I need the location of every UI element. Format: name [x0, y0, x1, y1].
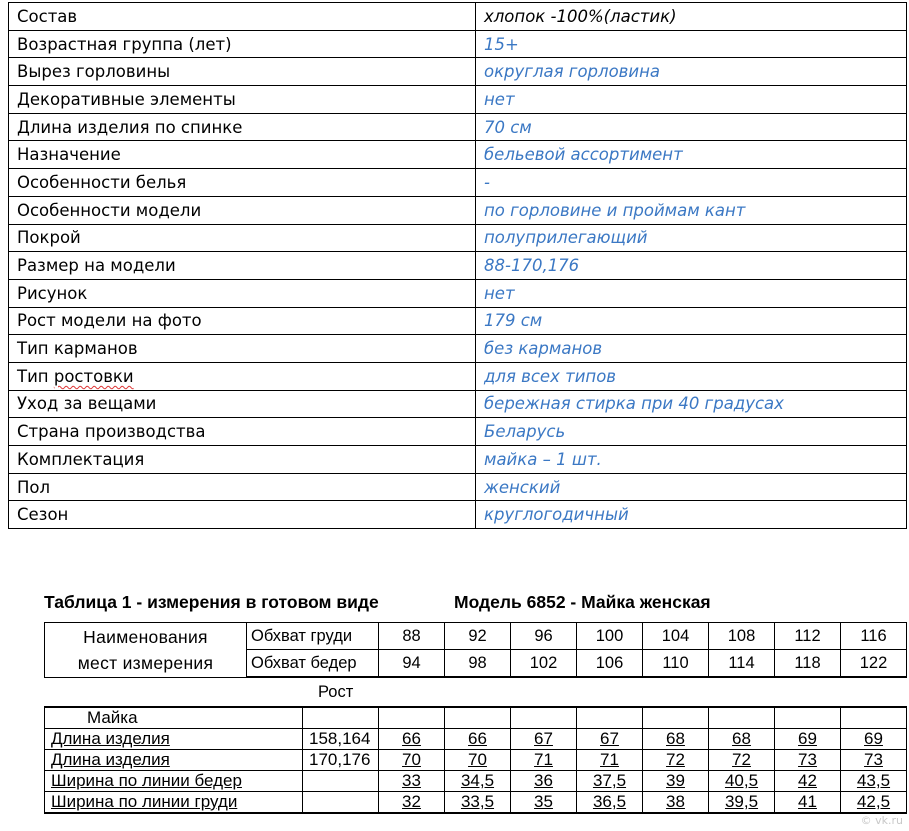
measurements-title: Таблица 1 - измерения в готовом виде: [44, 592, 379, 612]
measurement-value: 68: [709, 729, 775, 750]
property-key: Декоративные элементы: [9, 86, 476, 114]
property-key: Возрастная группа (лет): [9, 30, 476, 58]
property-value: полуприлегающий: [476, 224, 907, 252]
measurement-height: [303, 771, 379, 792]
measurement-name: Длина изделия: [45, 750, 303, 771]
measurement-value: 41: [775, 792, 841, 814]
row-header-line2: мест измерения: [77, 652, 214, 673]
property-key: Тип карманов: [9, 335, 476, 363]
property-key: Уход за вещами: [9, 390, 476, 418]
measurement-value: 33,5: [445, 792, 511, 814]
measurement-value: 42: [775, 771, 841, 792]
property-key: Страна производства: [9, 418, 476, 446]
property-value: женский: [476, 473, 907, 501]
measurement-height: 170,176: [303, 750, 379, 771]
model-title: Модель 6852 - Майка женская: [454, 592, 711, 612]
row-header-line1: Наименования: [83, 626, 208, 647]
property-key: Назначение: [9, 141, 476, 169]
measurement-value: 69: [775, 729, 841, 750]
measurement-value: 42,5: [841, 792, 907, 814]
property-value: бельевой ассортимент: [476, 141, 907, 169]
measurement-value: 67: [511, 729, 577, 750]
measurement-value: 34,5: [445, 771, 511, 792]
measurement-height: 158,164: [303, 729, 379, 750]
property-key: Особенности белья: [9, 169, 476, 197]
measurement-value: 72: [709, 750, 775, 771]
hips-size: 114: [709, 650, 775, 678]
product-properties-table: [8, 2, 907, 529]
chest-label: Обхват груди: [247, 623, 379, 650]
property-value: 88-170,176: [476, 252, 907, 280]
property-row: [9, 501, 907, 529]
property-value: майка – 1 шт.: [476, 446, 907, 474]
property-key: Длина изделия по спинке: [9, 113, 476, 141]
property-row: [9, 224, 907, 252]
chest-row: [45, 623, 907, 650]
property-value: для всех типов: [476, 362, 907, 390]
property-row: [9, 30, 907, 58]
chest-size: 112: [775, 623, 841, 650]
property-row: [9, 279, 907, 307]
property-row: [9, 169, 907, 197]
property-value: Беларусь: [476, 418, 907, 446]
height-label: Рост: [318, 683, 354, 701]
measurement-height: [303, 792, 379, 814]
hips-size: 118: [775, 650, 841, 678]
property-value: по горловине и проймам кант: [476, 196, 907, 224]
property-row: [9, 141, 907, 169]
property-row: [9, 335, 907, 363]
hips-size: 106: [577, 650, 643, 678]
measurement-value: 36,5: [577, 792, 643, 814]
hips-label: Обхват бедер: [247, 650, 379, 678]
measurement-value: 36: [511, 771, 577, 792]
hips-size: 98: [445, 650, 511, 678]
measurement-value: 32: [379, 792, 445, 814]
property-row: [9, 418, 907, 446]
size-header-table: [44, 622, 907, 678]
measurement-value: 73: [841, 750, 907, 771]
property-row: [9, 390, 907, 418]
measurement-value: 69: [841, 729, 907, 750]
property-key: Рисунок: [9, 279, 476, 307]
property-row: [9, 196, 907, 224]
garment-row: [45, 707, 907, 729]
property-row: [9, 446, 907, 474]
property-value: 179 см: [476, 307, 907, 335]
measurement-value: 66: [445, 729, 511, 750]
property-value: нет: [476, 86, 907, 114]
measurement-value: 39: [643, 771, 709, 792]
property-key: Покрой: [9, 224, 476, 252]
property-key: Комплектация: [9, 446, 476, 474]
property-value: нет: [476, 279, 907, 307]
property-value: 15+: [476, 30, 907, 58]
chest-size: 92: [445, 623, 511, 650]
property-value: без карманов: [476, 335, 907, 363]
property-key: Сезон: [9, 501, 476, 529]
measurements-table: [44, 706, 907, 814]
measurement-value: 73: [775, 750, 841, 771]
property-value: -: [476, 169, 907, 197]
hips-size: 122: [841, 650, 907, 678]
measurement-row: [45, 750, 907, 771]
property-key: Особенности модели: [9, 196, 476, 224]
property-key: Рост модели на фото: [9, 307, 476, 335]
measurement-value: 68: [643, 729, 709, 750]
chest-size: 100: [577, 623, 643, 650]
measurement-value: 71: [511, 750, 577, 771]
chest-size: 104: [643, 623, 709, 650]
property-key: Вырез горловины: [9, 58, 476, 86]
property-row: [9, 113, 907, 141]
measurement-value: 40,5: [709, 771, 775, 792]
measurement-value: 66: [379, 729, 445, 750]
property-key: Тип ростовки: [9, 362, 476, 390]
measurement-name: Длина изделия: [45, 729, 303, 750]
property-row: [9, 3, 907, 31]
property-value: бережная стирка при 40 градусах: [476, 390, 907, 418]
measurement-value: 71: [577, 750, 643, 771]
hips-size: 94: [379, 650, 445, 678]
property-row: [9, 362, 907, 390]
property-row: [9, 86, 907, 114]
measurement-value: 38: [643, 792, 709, 814]
measurement-value: 35: [511, 792, 577, 814]
property-row: [9, 307, 907, 335]
property-key: Размер на модели: [9, 252, 476, 280]
property-row: [9, 252, 907, 280]
watermark: © vk.ru: [860, 814, 903, 827]
property-row: [9, 58, 907, 86]
measurement-value: 43,5: [841, 771, 907, 792]
measurement-value: 72: [643, 750, 709, 771]
measurement-value: 67: [577, 729, 643, 750]
property-key: Пол: [9, 473, 476, 501]
property-row: [9, 473, 907, 501]
measurement-row: [45, 771, 907, 792]
chest-size: 108: [709, 623, 775, 650]
measurement-row: [45, 792, 907, 814]
measurement-value: 33: [379, 771, 445, 792]
measurement-value: 37,5: [577, 771, 643, 792]
measurement-name: Ширина по линии груди: [45, 792, 303, 814]
garment-label: Майка: [45, 707, 303, 729]
chest-size: 96: [511, 623, 577, 650]
property-value: круглогодичный: [476, 501, 907, 529]
chest-size: 88: [379, 623, 445, 650]
measurement-value: 70: [379, 750, 445, 771]
hips-size: 102: [511, 650, 577, 678]
property-key: Состав: [9, 3, 476, 31]
measurement-value: 70: [445, 750, 511, 771]
property-value: 70 см: [476, 113, 907, 141]
property-value: округлая горловина: [476, 58, 907, 86]
chest-size: 116: [841, 623, 907, 650]
hips-size: 110: [643, 650, 709, 678]
property-value: хлопок -100%(ластик): [476, 3, 907, 31]
measurement-name: Ширина по линии бедер: [45, 771, 303, 792]
row-header: [45, 623, 247, 678]
measurement-row: [45, 729, 907, 750]
measurement-value: 39,5: [709, 792, 775, 814]
